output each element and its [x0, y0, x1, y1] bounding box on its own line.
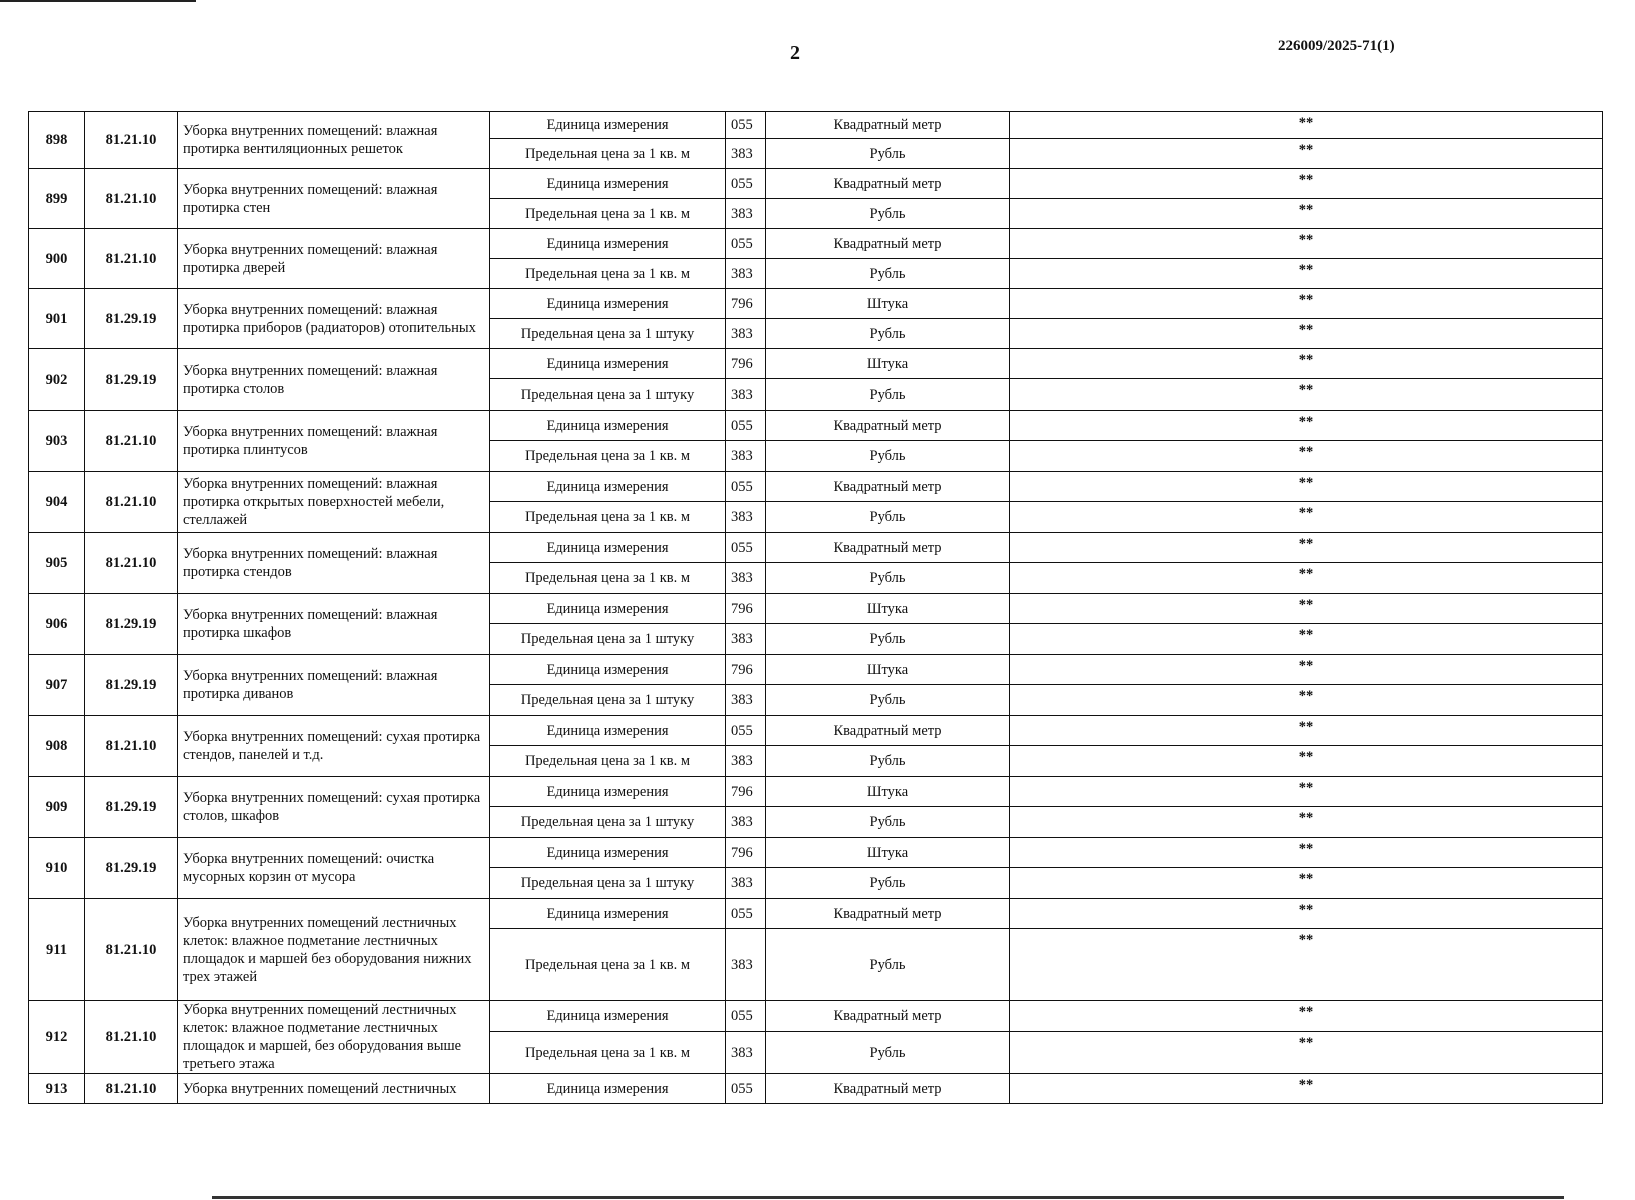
value-cell: ** [1010, 1001, 1603, 1032]
service-name: Уборка внутренних помещений: влажная протирка стен [178, 169, 490, 229]
value-cell: ** [1010, 685, 1603, 716]
value-cell: ** [1010, 139, 1603, 169]
table-row [29, 169, 1603, 199]
parameter-name: Единица измерения [490, 112, 726, 139]
value-cell: ** [1010, 929, 1603, 1001]
parameter-name: Единица измерения [490, 838, 726, 868]
okpd-code: 81.29.19 [85, 289, 178, 349]
parameter-name: Единица измерения [490, 533, 726, 563]
parameter-name: Единица измерения [490, 472, 726, 502]
unit-name: Штука [766, 289, 1010, 319]
unit-name: Квадратный метр [766, 533, 1010, 563]
table-row [29, 1074, 1603, 1104]
unit-code: 796 [726, 777, 766, 807]
okpd-code: 81.29.19 [85, 349, 178, 411]
service-name: Уборка внутренних помещений: влажная протирка плинтусов [178, 411, 490, 472]
table-row [29, 349, 1603, 379]
value-cell: ** [1010, 838, 1603, 868]
okpd-code: 81.21.10 [85, 229, 178, 289]
okpd-code: 81.21.10 [85, 1074, 178, 1104]
value-cell: ** [1010, 112, 1603, 139]
parameter-name: Предельная цена за 1 кв. м [490, 441, 726, 472]
value-cell: ** [1010, 1032, 1603, 1074]
unit-code: 796 [726, 838, 766, 868]
table-row [29, 411, 1603, 441]
table-row [29, 229, 1603, 259]
okpd-code: 81.21.10 [85, 899, 178, 1001]
parameter-name: Единица измерения [490, 229, 726, 259]
parameter-name: Единица измерения [490, 716, 726, 746]
unit-code: 796 [726, 289, 766, 319]
table-row [29, 1001, 1603, 1032]
parameter-name: Предельная цена за 1 кв. м [490, 563, 726, 594]
parameter-name: Предельная цена за 1 штуку [490, 685, 726, 716]
price-table-body [29, 112, 1603, 1104]
row-number: 909 [29, 777, 85, 838]
parameter-name: Единица измерения [490, 1001, 726, 1032]
page-number: 2 [790, 42, 800, 64]
parameter-name: Предельная цена за 1 кв. м [490, 746, 726, 777]
unit-name: Рубль [766, 139, 1010, 169]
unit-name: Рубль [766, 259, 1010, 289]
row-number: 906 [29, 594, 85, 655]
unit-name: Квадратный метр [766, 716, 1010, 746]
unit-code: 383 [726, 868, 766, 899]
bottom-rule [212, 1196, 1564, 1199]
parameter-name: Предельная цена за 1 кв. м [490, 199, 726, 229]
unit-code: 383 [726, 139, 766, 169]
row-number: 901 [29, 289, 85, 349]
unit-code: 796 [726, 349, 766, 379]
value-cell: ** [1010, 899, 1603, 929]
row-number: 910 [29, 838, 85, 899]
unit-name: Рубль [766, 319, 1010, 349]
value-cell: ** [1010, 199, 1603, 229]
unit-code: 055 [726, 1001, 766, 1032]
parameter-name: Единица измерения [490, 594, 726, 624]
parameter-name: Единица измерения [490, 777, 726, 807]
unit-code: 383 [726, 259, 766, 289]
unit-name: Рубль [766, 807, 1010, 838]
unit-code: 383 [726, 624, 766, 655]
unit-name: Квадратный метр [766, 112, 1010, 139]
okpd-code: 81.21.10 [85, 411, 178, 472]
service-name: Уборка внутренних помещений: влажная протирка приборов (радиаторов) отопительных [178, 289, 490, 349]
unit-name: Квадратный метр [766, 229, 1010, 259]
okpd-code: 81.29.19 [85, 838, 178, 899]
unit-name: Рубль [766, 746, 1010, 777]
unit-code: 055 [726, 112, 766, 139]
okpd-code: 81.29.19 [85, 655, 178, 716]
row-number: 899 [29, 169, 85, 229]
row-number: 904 [29, 472, 85, 533]
table-row [29, 472, 1603, 502]
document-number: 226009/2025-71(1) [1278, 38, 1395, 54]
unit-code: 383 [726, 746, 766, 777]
unit-code: 055 [726, 229, 766, 259]
table-row [29, 594, 1603, 624]
unit-code: 055 [726, 169, 766, 199]
service-name: Уборка внутренних помещений лестничных клеток: влажное подметание лестничных площадок и маршей, без оборудования выше третьего этажа [178, 1001, 490, 1074]
value-cell: ** [1010, 563, 1603, 594]
service-name: Уборка внутренних помещений лестничных клеток: влажное подметание лестничных площадок и маршей без оборудования нижних трех этажей [178, 899, 490, 1001]
table-row [29, 533, 1603, 563]
value-cell: ** [1010, 379, 1603, 411]
okpd-code: 81.21.10 [85, 112, 178, 169]
table-row [29, 838, 1603, 868]
unit-name: Квадратный метр [766, 169, 1010, 199]
okpd-code: 81.21.10 [85, 169, 178, 229]
service-name: Уборка внутренних помещений лестничных [178, 1074, 490, 1104]
unit-name: Квадратный метр [766, 411, 1010, 441]
table-row [29, 899, 1603, 929]
unit-name: Рубль [766, 685, 1010, 716]
unit-name: Рубль [766, 624, 1010, 655]
unit-name: Квадратный метр [766, 899, 1010, 929]
unit-code: 383 [726, 685, 766, 716]
unit-name: Штука [766, 838, 1010, 868]
row-number: 908 [29, 716, 85, 777]
unit-code: 383 [726, 379, 766, 411]
okpd-code: 81.21.10 [85, 1001, 178, 1074]
unit-code: 055 [726, 1074, 766, 1104]
parameter-name: Предельная цена за 1 штуку [490, 319, 726, 349]
parameter-name: Единица измерения [490, 1074, 726, 1104]
value-cell: ** [1010, 1074, 1603, 1104]
unit-code: 055 [726, 899, 766, 929]
parameter-name: Единица измерения [490, 411, 726, 441]
unit-code: 383 [726, 1032, 766, 1074]
top-rule [0, 0, 196, 2]
value-cell: ** [1010, 624, 1603, 655]
unit-code: 796 [726, 655, 766, 685]
value-cell: ** [1010, 594, 1603, 624]
value-cell: ** [1010, 807, 1603, 838]
value-cell: ** [1010, 533, 1603, 563]
value-cell: ** [1010, 349, 1603, 379]
unit-name: Рубль [766, 1032, 1010, 1074]
unit-name: Штука [766, 777, 1010, 807]
service-name: Уборка внутренних помещений: влажная протирка шкафов [178, 594, 490, 655]
service-name: Уборка внутренних помещений: влажная протирка диванов [178, 655, 490, 716]
parameter-name: Предельная цена за 1 кв. м [490, 259, 726, 289]
unit-name: Квадратный метр [766, 1074, 1010, 1104]
value-cell: ** [1010, 868, 1603, 899]
unit-name: Штука [766, 655, 1010, 685]
value-cell: ** [1010, 777, 1603, 807]
table-row [29, 716, 1603, 746]
parameter-name: Предельная цена за 1 штуку [490, 868, 726, 899]
table-row [29, 112, 1603, 139]
unit-code: 383 [726, 563, 766, 594]
unit-code: 055 [726, 716, 766, 746]
unit-name: Рубль [766, 199, 1010, 229]
okpd-code: 81.29.19 [85, 594, 178, 655]
unit-code: 383 [726, 502, 766, 533]
unit-name: Рубль [766, 929, 1010, 1001]
row-number: 912 [29, 1001, 85, 1074]
unit-name: Рубль [766, 379, 1010, 411]
parameter-name: Предельная цена за 1 кв. м [490, 929, 726, 1001]
unit-code: 383 [726, 319, 766, 349]
okpd-code: 81.21.10 [85, 472, 178, 533]
okpd-code: 81.29.19 [85, 777, 178, 838]
unit-code: 383 [726, 929, 766, 1001]
row-number: 903 [29, 411, 85, 472]
value-cell: ** [1010, 289, 1603, 319]
unit-name: Рубль [766, 868, 1010, 899]
service-name: Уборка внутренних помещений: влажная протирка столов [178, 349, 490, 411]
unit-code: 055 [726, 411, 766, 441]
parameter-name: Единица измерения [490, 899, 726, 929]
service-name: Уборка внутренних помещений: влажная протирка открытых поверхностей мебели, стеллажей [178, 472, 490, 533]
service-name: Уборка внутренних помещений: влажная протирка стендов [178, 533, 490, 594]
service-name: Уборка внутренних помещений: влажная протирка вентиляционных решеток [178, 112, 490, 169]
unit-name: Квадратный метр [766, 472, 1010, 502]
unit-name: Квадратный метр [766, 1001, 1010, 1032]
service-name: Уборка внутренних помещений: сухая протирка столов, шкафов [178, 777, 490, 838]
unit-name: Рубль [766, 502, 1010, 533]
okpd-code: 81.21.10 [85, 533, 178, 594]
parameter-name: Единица измерения [490, 655, 726, 685]
value-cell: ** [1010, 441, 1603, 472]
row-number: 907 [29, 655, 85, 716]
unit-name: Штука [766, 594, 1010, 624]
value-cell: ** [1010, 319, 1603, 349]
okpd-code: 81.21.10 [85, 716, 178, 777]
value-cell: ** [1010, 169, 1603, 199]
value-cell: ** [1010, 746, 1603, 777]
parameter-name: Единица измерения [490, 289, 726, 319]
value-cell: ** [1010, 472, 1603, 502]
unit-code: 383 [726, 807, 766, 838]
unit-name: Штука [766, 349, 1010, 379]
unit-code: 796 [726, 594, 766, 624]
value-cell: ** [1010, 411, 1603, 441]
value-cell: ** [1010, 655, 1603, 685]
price-table [28, 111, 1603, 1104]
unit-code: 055 [726, 533, 766, 563]
value-cell: ** [1010, 502, 1603, 533]
unit-code: 383 [726, 441, 766, 472]
value-cell: ** [1010, 716, 1603, 746]
service-name: Уборка внутренних помещений: очистка мусорных корзин от мусора [178, 838, 490, 899]
parameter-name: Предельная цена за 1 штуку [490, 624, 726, 655]
row-number: 913 [29, 1074, 85, 1104]
unit-name: Рубль [766, 563, 1010, 594]
row-number: 911 [29, 899, 85, 1001]
row-number: 900 [29, 229, 85, 289]
unit-code: 055 [726, 472, 766, 502]
service-name: Уборка внутренних помещений: сухая протирка стендов, панелей и т.д. [178, 716, 490, 777]
parameter-name: Единица измерения [490, 349, 726, 379]
parameter-name: Единица измерения [490, 169, 726, 199]
table-row [29, 777, 1603, 807]
row-number: 905 [29, 533, 85, 594]
row-number: 902 [29, 349, 85, 411]
parameter-name: Предельная цена за 1 кв. м [490, 502, 726, 533]
value-cell: ** [1010, 259, 1603, 289]
parameter-name: Предельная цена за 1 штуку [490, 807, 726, 838]
table-row [29, 655, 1603, 685]
parameter-name: Предельная цена за 1 кв. м [490, 1032, 726, 1074]
value-cell: ** [1010, 229, 1603, 259]
parameter-name: Предельная цена за 1 штуку [490, 379, 726, 411]
row-number: 898 [29, 112, 85, 169]
unit-name: Рубль [766, 441, 1010, 472]
service-name: Уборка внутренних помещений: влажная протирка дверей [178, 229, 490, 289]
parameter-name: Предельная цена за 1 кв. м [490, 139, 726, 169]
unit-code: 383 [726, 199, 766, 229]
table-row [29, 289, 1603, 319]
